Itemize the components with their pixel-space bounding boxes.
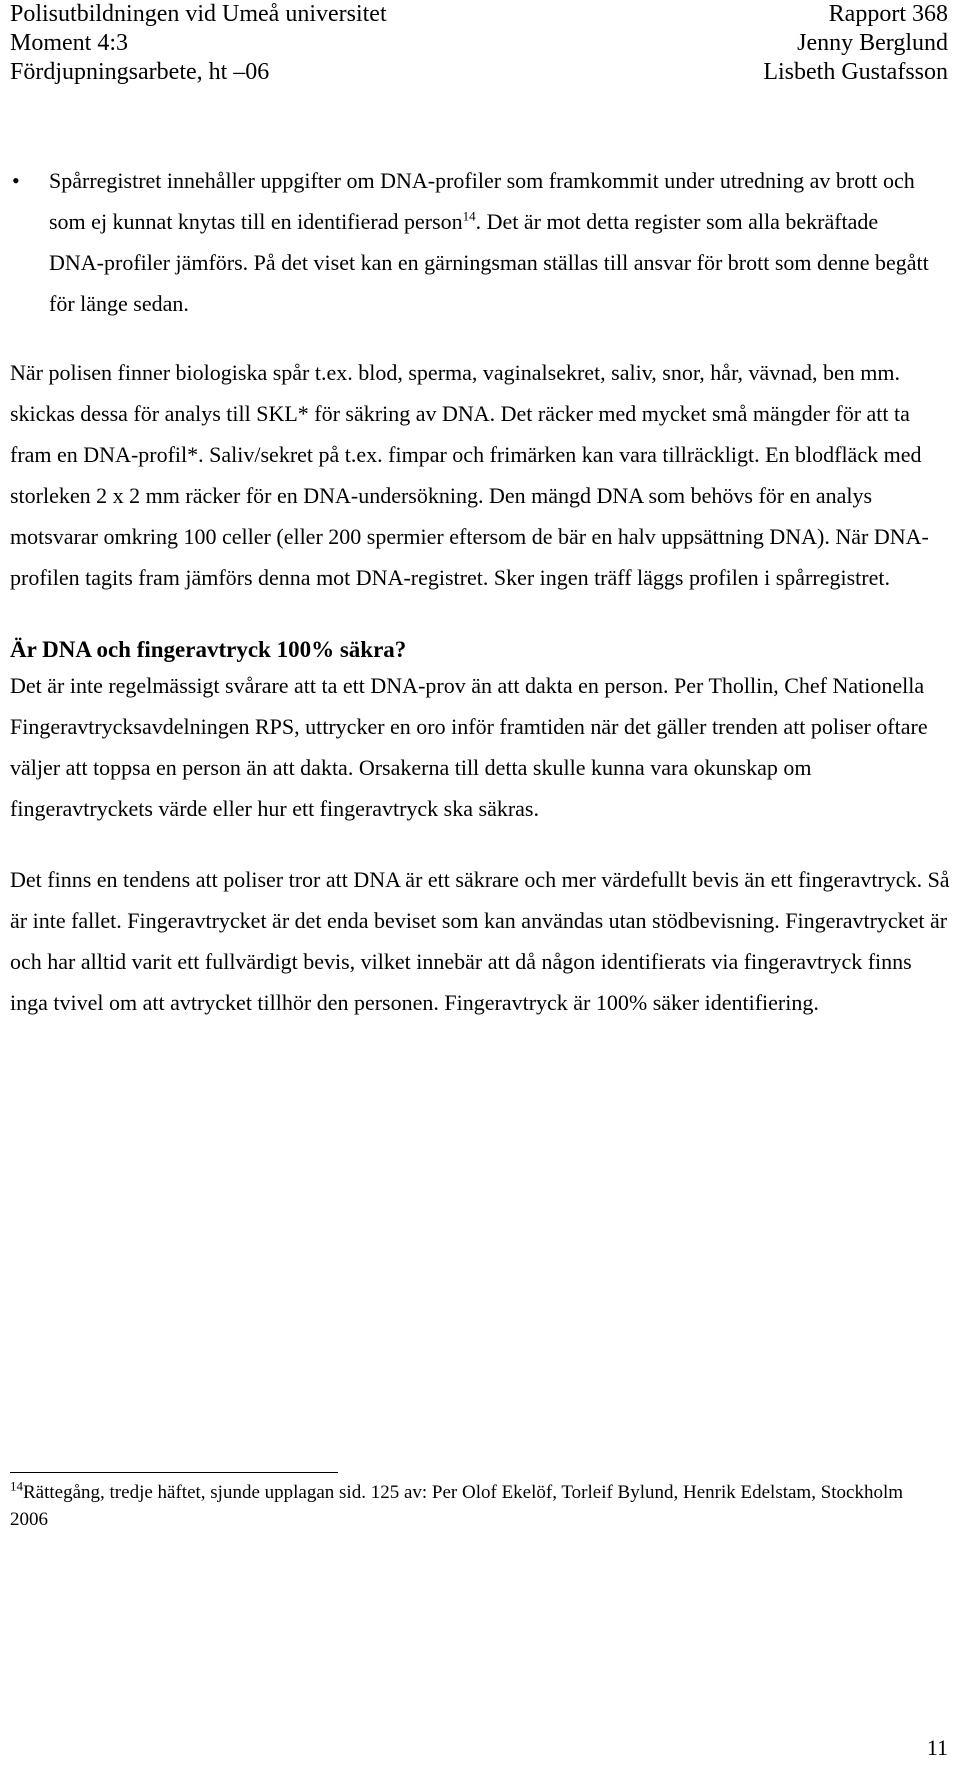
bullet-text-start: Spårregistret innehåller uppgifter om DNA-profiler som framkommit under utredning av brott och som ej kunnat knytas till en identifierad person bbox=[49, 168, 915, 234]
bullet-text-end: . Det är mot detta register som alla bekräftade DNA-profiler jämförs. På det viset kan en gärningsman ställas till ansvar för brott som denne begått för länge sedan. bbox=[49, 209, 929, 316]
header-report-number: Rapport 368 bbox=[828, 1, 948, 27]
footnote bbox=[10, 1479, 910, 1533]
section-heading: Är DNA och fingeravtryck 100% säkra? bbox=[10, 637, 407, 662]
header-row-1 bbox=[10, 0, 948, 29]
footnote-divider bbox=[10, 1472, 338, 1473]
footnote-number: 14 bbox=[10, 1478, 23, 1494]
header-moment: Moment 4:3 bbox=[10, 30, 128, 56]
footnote-reference[interactable]: 14 bbox=[462, 208, 476, 224]
bullet-text bbox=[49, 160, 929, 324]
bullet-icon: • bbox=[12, 168, 20, 193]
page-header bbox=[10, 0, 948, 87]
document-body bbox=[10, 160, 955, 1023]
paragraph-dna-analysis: När polisen finner biologiska spår t.ex. blod, sperma, vaginalsekret, saliv, snor, hår, vävnad, ben mm. skickas dessa för analys till SKL* för säkring av DNA. Det räcker med mycket små mängder för att ta fram en DNA-profil*. Saliv/sekret på t.ex. fimpar och frimärken kan vara tillräckligt. En blodfläck med storleken 2 x 2 mm räcker för en DNA-undersökning. Den mängd DNA som behövs för en analys motsvarar omkring 100 celler (eller 200 spermier eftersom de bär en halv uppsättning DNA). När DNA-profilen tagits fram jämförs denna mot DNA-registret. Sker ingen träff läggs profilen i spårregistret. bbox=[10, 360, 929, 590]
header-row-2 bbox=[10, 29, 948, 58]
header-author-2: Lisbeth Gustafsson bbox=[763, 59, 948, 85]
paragraph-fingerprint-value: Det finns en tendens att poliser tror att DNA är ett säkrare och mer värdefullt bevis än ett fingeravtryck. Så är inte fallet. Fingeravtrycket är det enda beviset som kan användas utan stödbevisning. Fingeravtrycket är och har alltid varit ett fullvärdigt bevis, vilket innebär att då någon identifierats via fingeravtryck finns inga tvivel om att avtrycket tillhör den personen. Fingeravtryck är 100% säker identifiering. bbox=[10, 867, 950, 1015]
header-institution: Polisutbildningen vid Umeå universitet bbox=[10, 1, 387, 27]
header-row-3 bbox=[10, 58, 948, 87]
footnote-text: Rättegång, tredje häftet, sjunde upplagan sid. 125 av: Per Olof Ekelöf, Torleif Bylund, Henrik Edelstam, Stockholm 2006 bbox=[10, 1482, 904, 1530]
header-author-1: Jenny Berglund bbox=[797, 30, 948, 56]
paragraph-sampling: Det är inte regelmässigt svårare att ta ett DNA-prov än att dakta en person. Per Thollin, Chef Nationella Fingeravtrycksavdelningen RPS, uttrycker en oro inför framtiden när det gäller trenden att poliser oftare väljer att toppsa en person än att dakta. Orsakerna till detta skulle kunna vara okunskap om fingeravtryckets värde eller hur ett fingeravtryck ska säkras. bbox=[10, 673, 928, 821]
bullet-item bbox=[10, 160, 955, 324]
page-number: 11 bbox=[926, 1735, 948, 1760]
header-course: Fördjupningsarbete, ht –06 bbox=[10, 59, 270, 85]
